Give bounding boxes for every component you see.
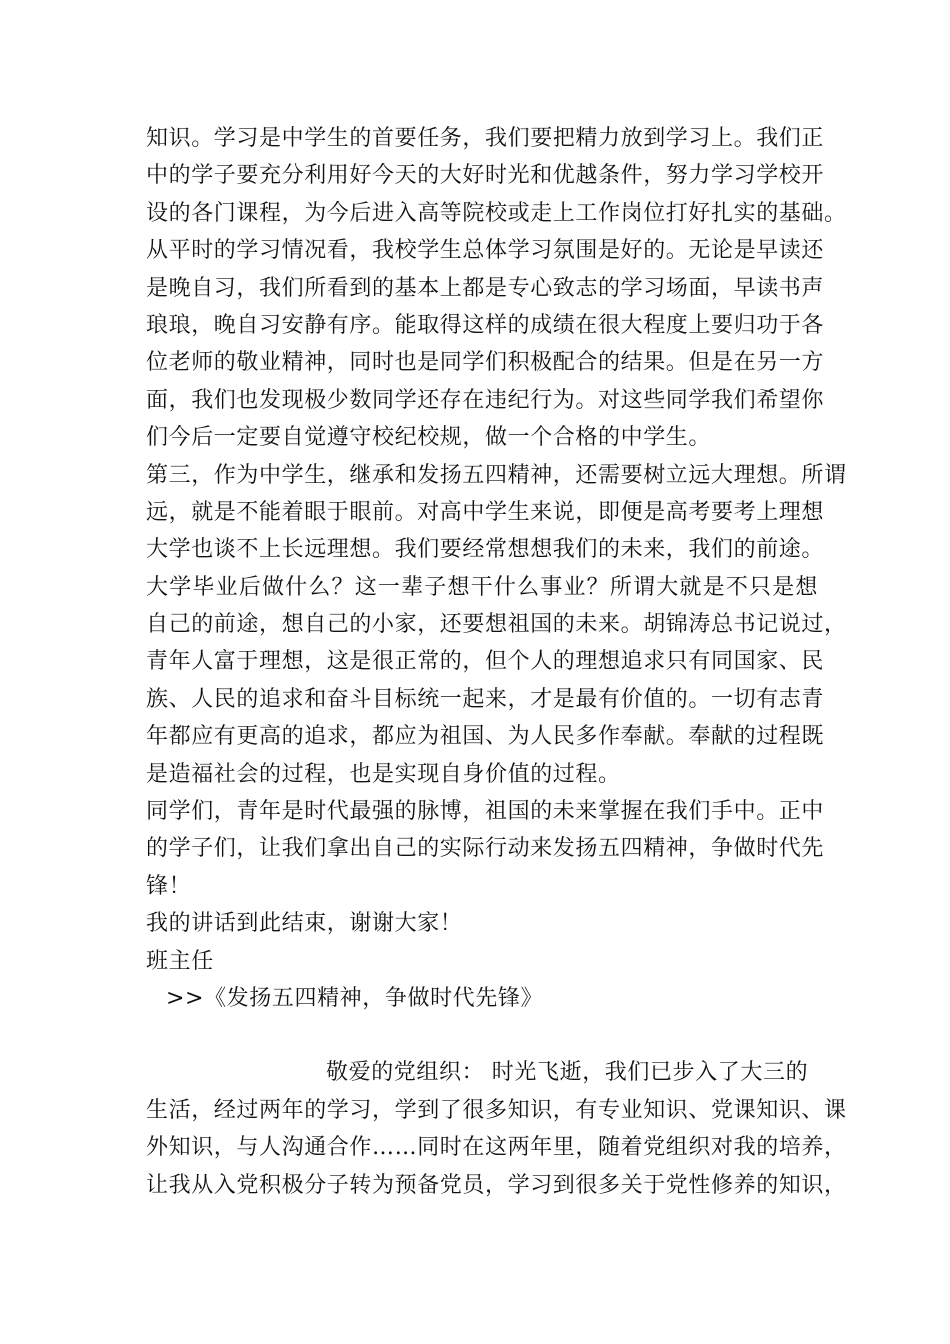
text-line: 们今后一定要自觉遵守校纪校规，做一个合格的中学生。	[146, 425, 712, 451]
text-line: 远，就是不能着眼于眼前。对高中学生来说，即便是高考要考上理想	[146, 499, 825, 525]
salutation-line: 敬爱的党组织： 时光飞逝，我们已步入了大三的	[326, 1060, 809, 1086]
text-line: 锋！	[146, 873, 192, 899]
closing-remark: 我的讲话到此结束，谢谢大家！	[146, 911, 463, 937]
text-line: 大学也谈不上长远理想。我们要经常想想我们的未来，我们的前途。	[146, 537, 825, 563]
text-line: 琅琅，晚自习安静有序。能取得这样的成绩在很大程度上要归功于各	[146, 312, 825, 338]
text-line: 外知识，与人沟通合作……同时在这两年里，随着党组织对我的培养，	[146, 1135, 847, 1161]
spacer	[146, 1017, 818, 1054]
text-line: 从平时的学习情况看，我校学生总体学习氛围是好的。无论是早读还	[146, 238, 825, 264]
text-line: 知识。学习是中学生的首要任务，我们要把精力放到学习上。我们正	[146, 126, 825, 151]
paragraph-ideals	[146, 457, 847, 794]
text-line: 大学毕业后做什么？这一辈子想干什么事业？所谓大就是不只是想	[146, 574, 818, 600]
text-line: 族、人民的追求和奋斗目标统一起来，才是最有价值的。一切有志青	[146, 686, 825, 712]
text-line: 面，我们也发现极少数同学还存在违纪行为。对这些同学我们希望你	[146, 387, 825, 413]
text-line: 年都应有更高的追求，都应为祖国、为人民多作奉献。奉献的过程既	[146, 724, 825, 750]
paragraph-conclusion	[146, 793, 825, 905]
text-line: 青年人富于理想，这是很正常的，但个人的理想追求只有同国家、民	[146, 649, 825, 675]
text-line: 自己的前途，想自己的小家，还要想祖国的未来。胡锦涛总书记说过，	[146, 612, 847, 638]
paragraph-study	[146, 120, 847, 457]
related-article-link[interactable]: >>《发扬五四精神，争做时代先锋》	[166, 985, 544, 1011]
text-line: 第三，作为中学生，继承和发扬五四精神，还需要树立远大理想。所谓	[146, 462, 847, 488]
text-line: 位老师的敬业精神，同时也是同学们积极配合的结果。但是在另一方	[146, 350, 825, 376]
text-line: 是造福社会的过程，也是实现自身价值的过程。	[146, 761, 621, 787]
text-line: 生活，经过两年的学习，学到了很多知识，有专业知识、党课知识、课	[146, 1097, 847, 1123]
signature: 班主任	[146, 948, 214, 974]
text-line: 同学们，青年是时代最强的脉博，祖国的未来掌握在我们手中。正中	[146, 799, 825, 825]
text-line: 设的各门课程，为今后进入高等院校或走上工作岗位打好扎实的基础。	[146, 200, 847, 226]
paragraph-letter	[146, 1054, 847, 1204]
document-body	[146, 120, 847, 1204]
text-line: 的学子们，让我们拿出自己的实际行动来发扬五四精神，争做时代先	[146, 836, 825, 862]
text-line: 让我从入党积极分子转为预备党员，学习到很多关于党性修养的知识，	[146, 1172, 847, 1198]
text-line: 中的学子要充分利用好今天的大好时光和优越条件，努力学习学校开	[146, 163, 825, 189]
text-line: 是晚自习，我们所看到的基本上都是专心致志的学习场面，早读书声	[146, 275, 825, 301]
